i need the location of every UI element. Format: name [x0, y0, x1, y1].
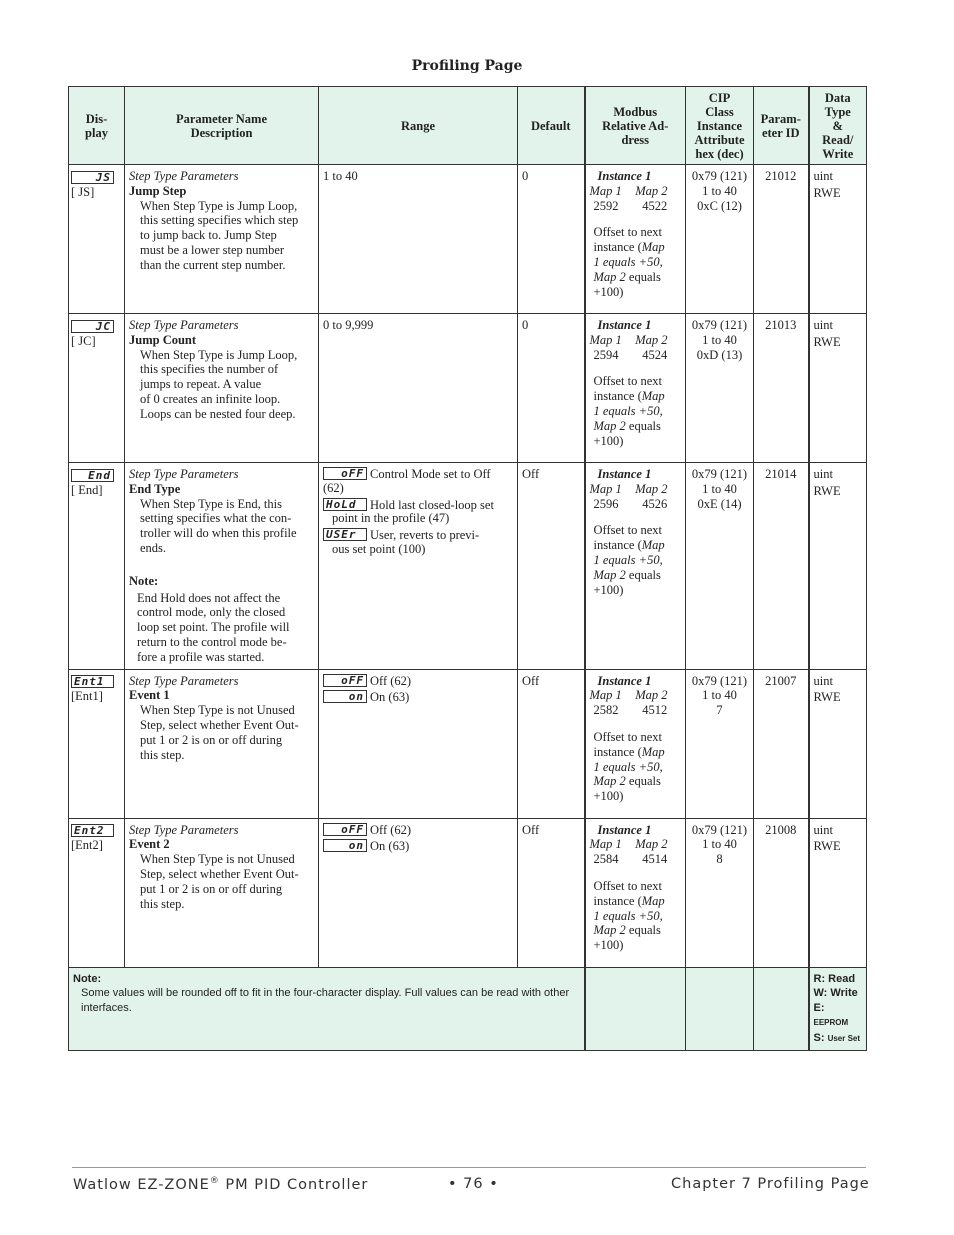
data-type-cell: uint RWE: [809, 818, 867, 967]
parameter-cell: [125, 818, 319, 967]
header-range: Range: [319, 87, 518, 165]
header-cip: CIP Class Instance Attribute hex (dec): [686, 87, 754, 165]
parameter-cell: [125, 165, 319, 314]
param-id-cell: 21008: [754, 818, 809, 967]
data-type-cell: uint RWE: [809, 314, 867, 463]
param-id-cell: 21007: [754, 669, 809, 818]
lcd-option: on: [323, 839, 367, 852]
display-cell: [69, 463, 125, 670]
modbus-cell: Instance 1 Map 1 Map 2 2582 4512 Offset to next instance (Map 1 equals +50, Map 2 equals +100): [585, 669, 686, 818]
range-cell: 0 to 9,999: [319, 314, 518, 463]
display-code: [ End]: [71, 482, 103, 497]
header-display: Dis- play: [69, 87, 125, 165]
lcd-display: JS: [71, 171, 114, 184]
data-type-cell: uint RWE: [809, 165, 867, 314]
table-row: [69, 669, 867, 818]
range-cell: [319, 669, 518, 818]
display-code: [Ent2]: [71, 838, 103, 853]
table-header-row: [69, 87, 867, 165]
parameter-cell: [125, 669, 319, 818]
display-cell: [69, 818, 125, 967]
footnote-row: [69, 967, 867, 1051]
parameter-cell: [125, 463, 319, 670]
footnote-empty-cell: [754, 967, 809, 1051]
lcd-display: Ent1: [71, 675, 114, 688]
note-text: End Hold does not affect the control mode, only the closed loop set point. The profile will return to the control mode be- fore a profile was started.: [137, 590, 290, 664]
cip-cell: 0x79 (121) 1 to 40 8: [686, 818, 754, 967]
header-modbus: Modbus Relative Ad- dress: [585, 87, 686, 165]
default-cell: Off: [518, 669, 585, 818]
lcd-display: End: [71, 469, 114, 482]
modbus-cell: Instance 1 Map 1 Map 2 2594 4524 Offset to next instance (Map 1 equals +50, Map 2 equals +100): [585, 314, 686, 463]
range-option: on On (63): [323, 690, 513, 705]
display-cell: [69, 165, 125, 314]
parameter-name: Jump Count: [129, 332, 197, 347]
parameter-category: Step Type Parameters: [129, 318, 239, 332]
table-row: [69, 818, 867, 967]
default-cell: Off: [518, 463, 585, 670]
modbus-cell: Instance 1 Map 1 Map 2 2584 4514 Offset to next instance (Map 1 equals +50, Map 2 equals +100): [585, 818, 686, 967]
footnote-cell: [69, 967, 585, 1051]
parameter-category: Step Type Parameters: [129, 467, 239, 481]
page-title: Profiling Page: [411, 58, 523, 74]
parameter-table: [68, 86, 867, 1051]
cip-cell: 0x79 (121) 1 to 40 0xC (12): [686, 165, 754, 314]
range-cell: [319, 818, 518, 967]
parameter-description: When Step Type is Jump Loop, this specifies the number of jumps to repeat. A value of 0 creates an infinite loop. Loops can be nested four deep.: [140, 347, 298, 421]
parameter-description: When Step Type is not Unused Step, select whether Event Out- put 1 or 2 is on or off during this step.: [140, 703, 299, 762]
default-cell: 0: [518, 314, 585, 463]
lcd-option: USEr: [323, 528, 367, 541]
param-id-cell: 21013: [754, 314, 809, 463]
lcd-display: Ent2: [71, 824, 114, 837]
param-id-cell: 21014: [754, 463, 809, 670]
footer-page-number: • 76 •: [448, 1176, 499, 1192]
table-row: [69, 165, 867, 314]
parameter-cell: [125, 314, 319, 463]
param-id-cell: 21012: [754, 165, 809, 314]
lcd-option: HoLd: [323, 498, 367, 511]
range-option: HoLd Hold last closed-loop set: [323, 498, 513, 513]
cip-cell: 0x79 (121) 1 to 40 7: [686, 669, 754, 818]
parameter-description: When Step Type is Jump Loop, this setting specifies which step to jump back to. Jump Step must be a lower step number than the current step number.: [140, 198, 299, 272]
range-cell: oFF Control Mode set to Off (62) HoLd Hold last closed-loop set point in the profile (47) USEr User, reverts to previ- ous set point (100): [319, 463, 518, 670]
data-type-cell: uint RWE: [809, 463, 867, 670]
cip-cell: 0x79 (121) 1 to 40 0xD (13): [686, 314, 754, 463]
header-param: Parameter Name Description: [125, 87, 319, 165]
footnote-empty-cell: [686, 967, 754, 1051]
footnote-body: Some values will be rounded off to fit in the four-character display. Full values can be read with other interfaces.: [81, 987, 570, 1014]
display-code: [Ent1]: [71, 689, 103, 704]
default-cell: Off: [518, 818, 585, 967]
modbus-cell: Instance 1 Map 1 Map 2 2592 4522 Offset to next instance (Map 1 equals +50, Map 2 equals +100): [585, 165, 686, 314]
default-cell: 0: [518, 165, 585, 314]
parameter-category: Step Type Parameters: [129, 822, 239, 837]
range-option: USEr User, reverts to previ-: [323, 528, 513, 543]
footer-divider: [72, 1167, 866, 1168]
display-cell: [69, 314, 125, 463]
parameter-name: Event 1: [129, 688, 170, 703]
lcd-option: oFF: [323, 467, 367, 480]
parameter-category: Step Type Parameters: [129, 673, 239, 688]
table-row: [69, 314, 867, 463]
display-cell: [69, 669, 125, 818]
parameter-description: When Step Type is End, this setting specifies what the con- troller will do when this profile ends.: [140, 496, 297, 555]
lcd-option: on: [323, 690, 367, 703]
data-type-cell: uint RWE: [809, 669, 867, 818]
footer-brand: Watlow EZ-ZONE® PM PID Controller: [73, 1176, 369, 1193]
range-option: oFF Off (62): [323, 674, 513, 689]
cip-cell: 0x79 (121) 1 to 40 0xE (14): [686, 463, 754, 670]
parameter-name: Event 2: [129, 837, 170, 852]
header-data-type: Data Type & Read/ Write: [809, 87, 867, 165]
table-row: [69, 463, 867, 670]
lcd-display: JC: [71, 320, 114, 333]
parameter-name: Jump Step: [129, 183, 187, 198]
display-code: [ JS]: [71, 184, 95, 199]
lcd-option: oFF: [323, 823, 367, 836]
range-cell: 1 to 40: [319, 165, 518, 314]
range-option: on On (63): [323, 839, 513, 854]
footer-chapter: Chapter 7 Profiling Page: [671, 1176, 870, 1192]
header-param-id: Param- eter ID: [754, 87, 809, 165]
header-default: Default: [518, 87, 585, 165]
parameter-category: Step Type Parameters: [129, 169, 239, 183]
parameter-description: When Step Type is not Unused Step, select whether Event Out- put 1 or 2 is on or off during this step.: [140, 852, 299, 911]
rw-legend: R: Read W: Write E: EEPROM S: User Set: [809, 967, 867, 1051]
range-option: oFF Off (62): [323, 823, 513, 838]
footnote-empty-cell: [585, 967, 686, 1051]
footnote-title: Note:: [73, 972, 102, 985]
note-title: Note:: [129, 573, 159, 588]
lcd-option: oFF: [323, 674, 367, 687]
range-option: oFF Control Mode set to Off: [323, 467, 513, 482]
modbus-cell: Instance 1 Map 1 Map 2 2596 4526 Offset to next instance (Map 1 equals +50, Map 2 equals +100): [585, 463, 686, 670]
display-code: [ JC]: [71, 333, 96, 348]
parameter-name: End Type: [129, 481, 181, 496]
